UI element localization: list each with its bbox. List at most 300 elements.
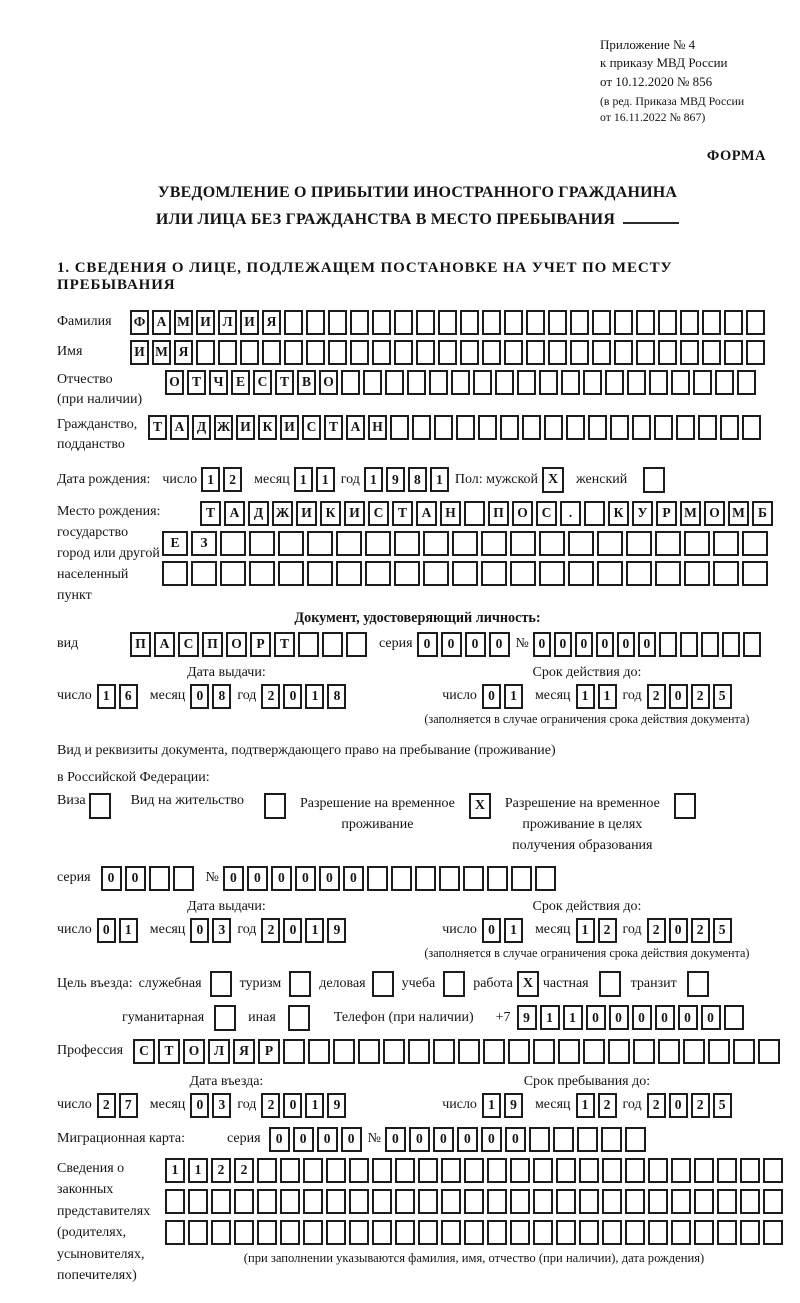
char-cell[interactable]: 0	[433, 1127, 454, 1152]
char-cell[interactable]	[481, 561, 507, 586]
char-cell[interactable]: 9	[504, 1093, 523, 1118]
char-cell[interactable]: Е	[231, 370, 250, 395]
char-cell[interactable]	[522, 415, 541, 440]
char-cell[interactable]	[698, 415, 717, 440]
char-cell[interactable]: 0	[97, 918, 116, 943]
char-cell[interactable]	[439, 866, 460, 891]
char-cell[interactable]: 2	[691, 1093, 710, 1118]
char-cell[interactable]	[308, 1039, 330, 1064]
char-cell[interactable]	[553, 1127, 574, 1152]
char-cell[interactable]	[438, 340, 457, 365]
char-cell[interactable]: 2	[598, 918, 617, 943]
char-cell[interactable]: 1	[294, 467, 313, 492]
char-cell[interactable]	[533, 1158, 553, 1183]
char-cell[interactable]	[539, 531, 565, 556]
char-cell[interactable]	[423, 561, 449, 586]
char-cell[interactable]	[614, 310, 633, 335]
char-cell[interactable]: 0	[457, 1127, 478, 1152]
char-cell[interactable]: 1	[188, 1158, 208, 1183]
char-cell[interactable]	[307, 531, 333, 556]
char-cell[interactable]: 2	[211, 1158, 231, 1183]
char-cell[interactable]: С	[133, 1039, 155, 1064]
char-cell[interactable]	[341, 370, 360, 395]
char-cell[interactable]: И	[240, 310, 259, 335]
char-cell[interactable]	[510, 561, 536, 586]
char-cell[interactable]	[556, 1220, 576, 1245]
char-cell[interactable]: С	[368, 501, 389, 526]
char-cell[interactable]	[173, 866, 194, 891]
char-cell[interactable]: 0	[319, 866, 340, 891]
char-cell[interactable]: 1	[504, 684, 523, 709]
char-cell[interactable]	[394, 561, 420, 586]
char-cell[interactable]: О	[512, 501, 533, 526]
char-cell[interactable]	[743, 632, 761, 657]
char-cell[interactable]	[742, 531, 768, 556]
char-cell[interactable]	[625, 1158, 645, 1183]
sex-male-checkbox[interactable]: X	[542, 467, 564, 493]
char-cell[interactable]	[487, 866, 508, 891]
char-cell[interactable]	[702, 310, 721, 335]
char-cell[interactable]: 0	[271, 866, 292, 891]
char-cell[interactable]	[517, 370, 536, 395]
char-cell[interactable]	[456, 415, 475, 440]
char-cell[interactable]	[390, 415, 409, 440]
char-cell[interactable]: Ж	[214, 415, 233, 440]
char-cell[interactable]	[220, 561, 246, 586]
char-cell[interactable]: Р	[258, 1039, 280, 1064]
char-cell[interactable]: Т	[324, 415, 343, 440]
char-cell[interactable]: 0	[554, 632, 572, 657]
char-cell[interactable]: 3	[212, 918, 231, 943]
char-cell[interactable]	[680, 310, 699, 335]
char-cell[interactable]	[758, 1039, 780, 1064]
char-cell[interactable]	[529, 1127, 550, 1152]
char-cell[interactable]	[680, 340, 699, 365]
char-cell[interactable]: И	[130, 340, 149, 365]
char-cell[interactable]: Я	[262, 310, 281, 335]
char-cell[interactable]	[625, 1220, 645, 1245]
char-cell[interactable]	[487, 1158, 507, 1183]
char-cell[interactable]: М	[728, 501, 749, 526]
char-cell[interactable]	[395, 1158, 415, 1183]
char-cell[interactable]	[508, 1039, 530, 1064]
char-cell[interactable]: Т	[200, 501, 221, 526]
char-cell[interactable]	[579, 1158, 599, 1183]
char-cell[interactable]	[284, 310, 303, 335]
purpose-other-checkbox[interactable]	[288, 1005, 310, 1031]
char-cell[interactable]	[326, 1220, 346, 1245]
char-cell[interactable]: А	[152, 310, 171, 335]
char-cell[interactable]: 0	[632, 1005, 652, 1030]
char-cell[interactable]	[605, 370, 624, 395]
char-cell[interactable]: С	[178, 632, 199, 657]
char-cell[interactable]	[438, 310, 457, 335]
char-cell[interactable]	[162, 561, 188, 586]
purpose-study-checkbox[interactable]	[443, 971, 465, 997]
char-cell[interactable]: 1	[305, 1093, 324, 1118]
char-cell[interactable]: 0	[701, 1005, 721, 1030]
char-cell[interactable]	[307, 561, 333, 586]
char-cell[interactable]: 0	[317, 1127, 338, 1152]
char-cell[interactable]	[191, 561, 217, 586]
char-cell[interactable]	[464, 1189, 484, 1214]
char-cell[interactable]: 1	[540, 1005, 560, 1030]
char-cell[interactable]	[584, 501, 605, 526]
char-cell[interactable]	[694, 1220, 714, 1245]
char-cell[interactable]	[249, 531, 275, 556]
char-cell[interactable]	[680, 632, 698, 657]
char-cell[interactable]: О	[319, 370, 338, 395]
char-cell[interactable]	[510, 1189, 530, 1214]
char-cell[interactable]	[610, 415, 629, 440]
char-cell[interactable]: 0	[678, 1005, 698, 1030]
char-cell[interactable]: 5	[713, 1093, 732, 1118]
char-cell[interactable]: 0	[417, 632, 438, 657]
char-cell[interactable]	[588, 415, 607, 440]
char-cell[interactable]	[487, 1220, 507, 1245]
char-cell[interactable]: 2	[691, 684, 710, 709]
char-cell[interactable]	[478, 415, 497, 440]
char-cell[interactable]: 0	[489, 632, 510, 657]
char-cell[interactable]: 2	[647, 1093, 666, 1118]
char-cell[interactable]: А	[154, 632, 175, 657]
char-cell[interactable]	[349, 1220, 369, 1245]
char-cell[interactable]	[601, 1127, 622, 1152]
purpose-official-checkbox[interactable]	[210, 971, 232, 997]
char-cell[interactable]	[460, 310, 479, 335]
char-cell[interactable]	[684, 561, 710, 586]
char-cell[interactable]: 0	[125, 866, 146, 891]
char-cell[interactable]	[526, 310, 545, 335]
char-cell[interactable]	[326, 1189, 346, 1214]
char-cell[interactable]: Е	[162, 531, 188, 556]
char-cell[interactable]	[408, 1039, 430, 1064]
char-cell[interactable]	[218, 340, 237, 365]
purpose-business-checkbox[interactable]	[372, 971, 394, 997]
char-cell[interactable]: Т	[275, 370, 294, 395]
char-cell[interactable]	[418, 1220, 438, 1245]
char-cell[interactable]: 0	[190, 684, 209, 709]
char-cell[interactable]: К	[608, 501, 629, 526]
char-cell[interactable]	[602, 1158, 622, 1183]
char-cell[interactable]: И	[196, 310, 215, 335]
char-cell[interactable]: А	[170, 415, 189, 440]
char-cell[interactable]	[592, 310, 611, 335]
char-cell[interactable]: 0	[247, 866, 268, 891]
char-cell[interactable]: 0	[655, 1005, 675, 1030]
char-cell[interactable]	[763, 1189, 783, 1214]
char-cell[interactable]	[495, 370, 514, 395]
char-cell[interactable]: Б	[752, 501, 773, 526]
char-cell[interactable]: 0	[283, 684, 302, 709]
char-cell[interactable]: 0	[617, 632, 635, 657]
char-cell[interactable]: П	[130, 632, 151, 657]
char-cell[interactable]	[548, 310, 567, 335]
char-cell[interactable]: 1	[119, 918, 138, 943]
char-cell[interactable]: 9	[327, 918, 346, 943]
char-cell[interactable]: Ф	[130, 310, 149, 335]
char-cell[interactable]	[433, 1039, 455, 1064]
char-cell[interactable]	[165, 1189, 185, 1214]
char-cell[interactable]	[383, 1039, 405, 1064]
char-cell[interactable]: 0	[295, 866, 316, 891]
char-cell[interactable]	[365, 531, 391, 556]
char-cell[interactable]: Т	[158, 1039, 180, 1064]
char-cell[interactable]	[350, 340, 369, 365]
char-cell[interactable]: Д	[192, 415, 211, 440]
char-cell[interactable]	[211, 1220, 231, 1245]
char-cell[interactable]: 7	[119, 1093, 138, 1118]
char-cell[interactable]: 1	[201, 467, 220, 492]
char-cell[interactable]: Т	[274, 632, 295, 657]
char-cell[interactable]	[234, 1220, 254, 1245]
char-cell[interactable]	[583, 370, 602, 395]
char-cell[interactable]	[336, 531, 362, 556]
char-cell[interactable]: Я	[174, 340, 193, 365]
char-cell[interactable]	[602, 1189, 622, 1214]
char-cell[interactable]: 0	[669, 918, 688, 943]
char-cell[interactable]	[349, 1158, 369, 1183]
char-cell[interactable]	[322, 632, 343, 657]
char-cell[interactable]	[249, 561, 275, 586]
char-cell[interactable]	[416, 310, 435, 335]
char-cell[interactable]: Л	[218, 310, 237, 335]
char-cell[interactable]	[713, 531, 739, 556]
char-cell[interactable]	[278, 531, 304, 556]
char-cell[interactable]: 1	[576, 918, 595, 943]
char-cell[interactable]: П	[488, 501, 509, 526]
char-cell[interactable]: 8	[212, 684, 231, 709]
char-cell[interactable]: 2	[647, 918, 666, 943]
char-cell[interactable]: 0	[385, 1127, 406, 1152]
char-cell[interactable]	[597, 561, 623, 586]
char-cell[interactable]	[283, 1039, 305, 1064]
char-cell[interactable]	[636, 310, 655, 335]
char-cell[interactable]	[306, 310, 325, 335]
char-cell[interactable]: 5	[713, 684, 732, 709]
char-cell[interactable]	[717, 1158, 737, 1183]
char-cell[interactable]	[577, 1127, 598, 1152]
char-cell[interactable]: 1	[316, 467, 335, 492]
char-cell[interactable]: А	[346, 415, 365, 440]
char-cell[interactable]	[625, 1127, 646, 1152]
char-cell[interactable]: 0	[481, 1127, 502, 1152]
char-cell[interactable]: 0	[482, 918, 501, 943]
char-cell[interactable]	[684, 531, 710, 556]
char-cell[interactable]	[614, 340, 633, 365]
char-cell[interactable]	[742, 415, 761, 440]
char-cell[interactable]	[280, 1189, 300, 1214]
char-cell[interactable]: 0	[283, 918, 302, 943]
char-cell[interactable]: К	[320, 501, 341, 526]
char-cell[interactable]	[372, 310, 391, 335]
char-cell[interactable]	[394, 340, 413, 365]
char-cell[interactable]	[717, 1220, 737, 1245]
char-cell[interactable]: 0	[465, 632, 486, 657]
char-cell[interactable]	[303, 1158, 323, 1183]
char-cell[interactable]: 1	[305, 684, 324, 709]
char-cell[interactable]	[429, 370, 448, 395]
char-cell[interactable]	[579, 1189, 599, 1214]
residence-permit-checkbox[interactable]	[264, 793, 286, 819]
char-cell[interactable]	[460, 340, 479, 365]
char-cell[interactable]	[625, 1189, 645, 1214]
purpose-transit-checkbox[interactable]	[687, 971, 709, 997]
char-cell[interactable]: З	[191, 531, 217, 556]
char-cell[interactable]	[188, 1220, 208, 1245]
char-cell[interactable]: 0	[586, 1005, 606, 1030]
char-cell[interactable]	[740, 1220, 760, 1245]
char-cell[interactable]	[257, 1158, 277, 1183]
char-cell[interactable]	[737, 370, 756, 395]
char-cell[interactable]	[510, 1220, 530, 1245]
char-cell[interactable]	[234, 1189, 254, 1214]
char-cell[interactable]	[568, 561, 594, 586]
char-cell[interactable]: 0	[669, 684, 688, 709]
char-cell[interactable]	[350, 310, 369, 335]
char-cell[interactable]	[358, 1039, 380, 1064]
char-cell[interactable]	[763, 1158, 783, 1183]
char-cell[interactable]: 1	[598, 684, 617, 709]
char-cell[interactable]: 0	[343, 866, 364, 891]
char-cell[interactable]	[708, 1039, 730, 1064]
char-cell[interactable]: 0	[293, 1127, 314, 1152]
char-cell[interactable]	[556, 1189, 576, 1214]
char-cell[interactable]	[367, 866, 388, 891]
char-cell[interactable]: 1	[165, 1158, 185, 1183]
char-cell[interactable]: 1	[563, 1005, 583, 1030]
char-cell[interactable]	[694, 1158, 714, 1183]
char-cell[interactable]	[333, 1039, 355, 1064]
char-cell[interactable]	[648, 1220, 668, 1245]
char-cell[interactable]	[298, 632, 319, 657]
char-cell[interactable]	[655, 531, 681, 556]
char-cell[interactable]: 8	[408, 467, 427, 492]
char-cell[interactable]	[570, 310, 589, 335]
char-cell[interactable]	[284, 340, 303, 365]
char-cell[interactable]	[464, 501, 485, 526]
char-cell[interactable]: 0	[190, 1093, 209, 1118]
purpose-humanitarian-checkbox[interactable]	[214, 1005, 236, 1031]
char-cell[interactable]: А	[224, 501, 245, 526]
char-cell[interactable]: В	[297, 370, 316, 395]
char-cell[interactable]: 0	[101, 866, 122, 891]
char-cell[interactable]	[702, 340, 721, 365]
char-cell[interactable]	[671, 1220, 691, 1245]
char-cell[interactable]: 2	[97, 1093, 116, 1118]
char-cell[interactable]	[632, 415, 651, 440]
char-cell[interactable]	[570, 340, 589, 365]
char-cell[interactable]: Н	[440, 501, 461, 526]
char-cell[interactable]	[626, 531, 652, 556]
char-cell[interactable]	[535, 866, 556, 891]
char-cell[interactable]	[722, 632, 740, 657]
char-cell[interactable]: 2	[261, 918, 280, 943]
char-cell[interactable]	[211, 1189, 231, 1214]
char-cell[interactable]	[483, 1039, 505, 1064]
char-cell[interactable]	[434, 415, 453, 440]
char-cell[interactable]	[394, 310, 413, 335]
char-cell[interactable]: Д	[248, 501, 269, 526]
char-cell[interactable]: М	[152, 340, 171, 365]
char-cell[interactable]	[746, 340, 765, 365]
char-cell[interactable]: О	[226, 632, 247, 657]
char-cell[interactable]	[336, 561, 362, 586]
char-cell[interactable]	[451, 370, 470, 395]
char-cell[interactable]	[423, 531, 449, 556]
char-cell[interactable]: 2	[598, 1093, 617, 1118]
char-cell[interactable]: М	[174, 310, 193, 335]
char-cell[interactable]	[658, 340, 677, 365]
char-cell[interactable]: 0	[190, 918, 209, 943]
char-cell[interactable]: И	[280, 415, 299, 440]
char-cell[interactable]: И	[344, 501, 365, 526]
char-cell[interactable]	[694, 1189, 714, 1214]
char-cell[interactable]	[583, 1039, 605, 1064]
char-cell[interactable]	[544, 415, 563, 440]
char-cell[interactable]: 2	[223, 467, 242, 492]
char-cell[interactable]	[481, 531, 507, 556]
char-cell[interactable]	[165, 1220, 185, 1245]
char-cell[interactable]	[441, 1158, 461, 1183]
char-cell[interactable]	[533, 1189, 553, 1214]
char-cell[interactable]	[372, 1220, 392, 1245]
temp-residence-education-checkbox[interactable]	[674, 793, 696, 819]
char-cell[interactable]	[558, 1039, 580, 1064]
char-cell[interactable]: 0	[669, 1093, 688, 1118]
char-cell[interactable]: И	[236, 415, 255, 440]
char-cell[interactable]	[602, 1220, 622, 1245]
char-cell[interactable]	[717, 1189, 737, 1214]
char-cell[interactable]	[713, 561, 739, 586]
char-cell[interactable]	[328, 340, 347, 365]
char-cell[interactable]: 0	[269, 1127, 290, 1152]
char-cell[interactable]: 2	[261, 1093, 280, 1118]
char-cell[interactable]	[196, 340, 215, 365]
char-cell[interactable]: С	[253, 370, 272, 395]
char-cell[interactable]	[303, 1189, 323, 1214]
char-cell[interactable]	[763, 1220, 783, 1245]
char-cell[interactable]: 1	[576, 1093, 595, 1118]
char-cell[interactable]	[526, 340, 545, 365]
char-cell[interactable]	[372, 1189, 392, 1214]
char-cell[interactable]: Р	[656, 501, 677, 526]
char-cell[interactable]	[395, 1220, 415, 1245]
char-cell[interactable]	[511, 866, 532, 891]
char-cell[interactable]	[328, 310, 347, 335]
char-cell[interactable]	[395, 1189, 415, 1214]
char-cell[interactable]: 0	[638, 632, 656, 657]
char-cell[interactable]	[561, 370, 580, 395]
char-cell[interactable]: 8	[327, 684, 346, 709]
char-cell[interactable]	[658, 1039, 680, 1064]
char-cell[interactable]: 1	[504, 918, 523, 943]
char-cell[interactable]: М	[680, 501, 701, 526]
char-cell[interactable]: С	[302, 415, 321, 440]
char-cell[interactable]	[608, 1039, 630, 1064]
char-cell[interactable]	[724, 310, 743, 335]
char-cell[interactable]	[452, 531, 478, 556]
char-cell[interactable]	[349, 1189, 369, 1214]
char-cell[interactable]: 0	[575, 632, 593, 657]
char-cell[interactable]	[464, 1158, 484, 1183]
char-cell[interactable]	[220, 531, 246, 556]
char-cell[interactable]	[463, 866, 484, 891]
char-cell[interactable]	[385, 370, 404, 395]
char-cell[interactable]	[280, 1220, 300, 1245]
char-cell[interactable]: О	[183, 1039, 205, 1064]
visa-checkbox[interactable]	[89, 793, 111, 819]
